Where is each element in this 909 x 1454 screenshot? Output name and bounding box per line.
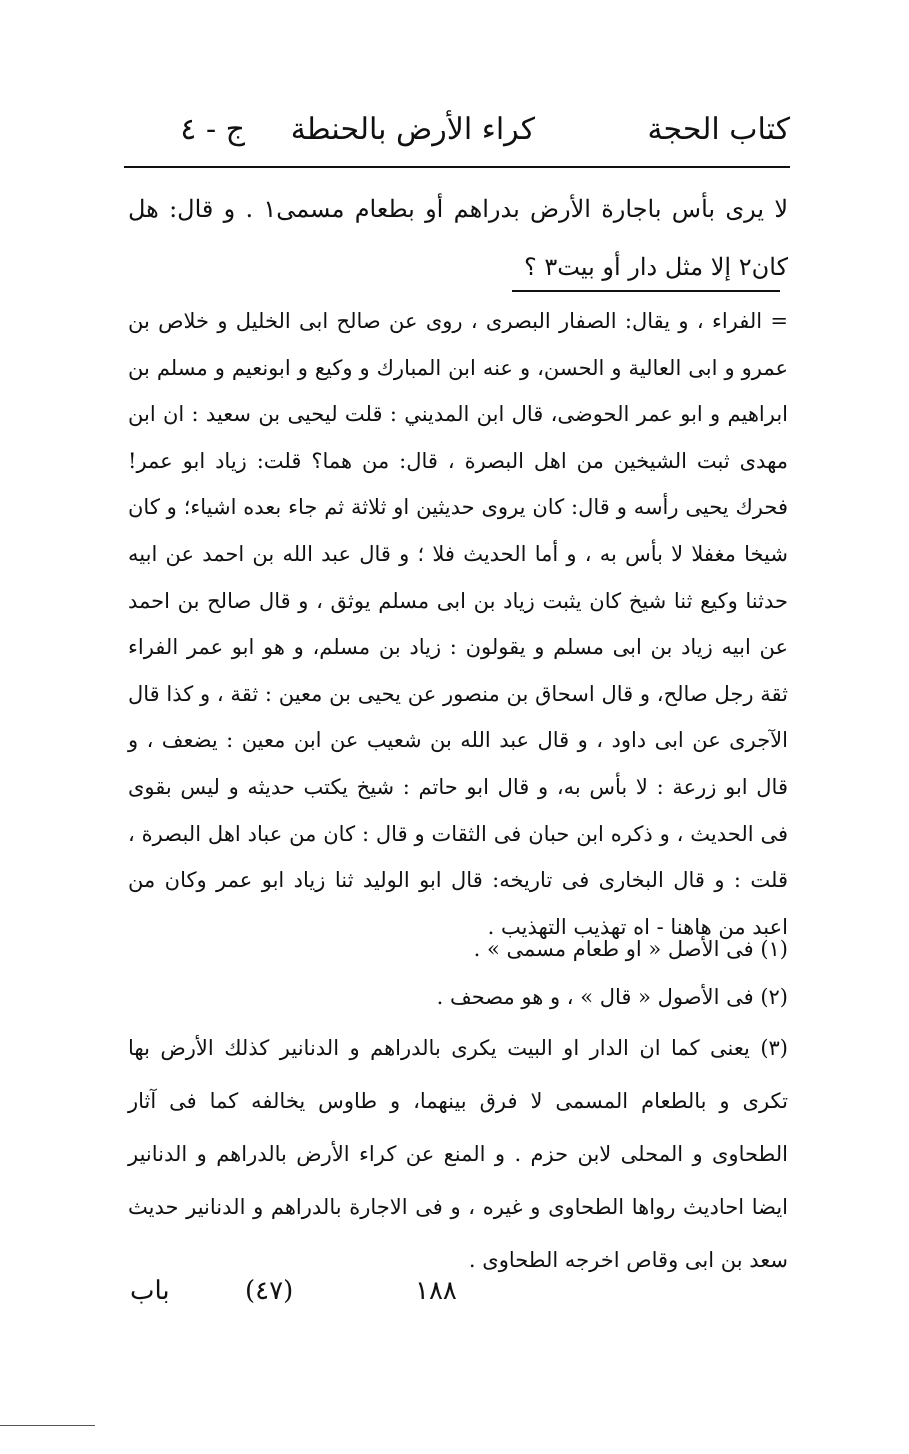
header-chapter-title: كراء الأرض بالحنطة <box>290 112 535 147</box>
running-header <box>130 112 790 162</box>
header-volume: ج - ٤ <box>180 112 245 147</box>
page-number: ١٨٨ <box>415 1276 457 1306</box>
header-book-title: كتاب الحجة <box>647 112 790 147</box>
page-footer <box>130 1276 790 1316</box>
scan-edge-line <box>0 1425 95 1426</box>
footnote-1: (١) فى الأصل « او طعام مسمى » . <box>473 937 788 961</box>
header-rule <box>124 166 790 168</box>
catchword: باب <box>130 1276 170 1306</box>
footnote-3: (٣) يعنى كما ان الدار او البيت يكرى بالدراهم و الدنانير كذلك الأرض بها تكرى و بالطعام المسمى لا فرق بينهما، و طاوس يخالفه كما فى آثار الطحاوى و المحلى لابن حزم . و المنع عن كراء الأرض بالدراهم و الدنانير ايضا احاديث رواها الطحاوى و غيره ، و فى الاجارة بالدراهم و الدنانير حديث سعد بن ابى وقاص اخرجه الطحاوى . <box>128 1036 788 1272</box>
commentary-text: = الفراء ، و يقال: الصفار البصرى ، روى عن صالح ابى الخليل و خلاص بن عمرو و ابى العالية و الحسن، و عنه ابن المبارك و وكيع و ابونعيم و مسلم بن ابراهيم و ابو عمر الحوضى، قال ابن المديني : قلت ليحيى بن سعيد : ان ابن مهدى ثبت الشيخين من اهل البصرة ، قال: من هما؟ قلت: زياد ابو عمر! فحرك يحيى رأسه و قال: كان يروى حديثين او ثلاثة ثم جاء بعده اشياء؛ و كان شيخا مغفلا لا بأس به ، و أما الحديث فلا ؛ و قال عبد الله بن احمد عن ابيه حدثنا وكيع ثنا شيخ كان يثبت زياد بن ابى مسلم يوثق ، و قال صالح بن احمد عن ابيه زياد بن ابى مسلم و يقولون : زياد بن مسلم، و هو ابو عمر الفراء ثقة رجل صالح، و قال اسحاق بن منصور عن يحيى بن معين : ثقة ، و كذا قال الآجرى عن ابى داود ، و قال عبد الله بن شعيب عن ابن معين : يضعف ، و قال ابو زرعة : لا بأس به، و قال ابو حاتم : شيخ يكتب حديثه و ليس بقوى فى الحديث ، و ذكره ابن حبان فى الثقات و قال : كان من عباد اهل البصرة ، قلت : و قال البخارى فى تاريخه: قال ابو الوليد ثنا زياد ابو عمر وكان من اعبد من هاهنا - اه تهذيب التهذيب . <box>128 309 788 939</box>
commentary-separator <box>512 290 780 292</box>
main-text: لا يرى بأس باجارة الأرض بدراهم أو بطعام مسمى١ . و قال: هل كان٢ إلا مثل دار أو بيت٣ ؟ <box>128 195 789 281</box>
footnotes-short <box>128 925 788 1021</box>
signature-mark: (٤٧) <box>245 1276 294 1306</box>
footnote-2: (٢) فى الأصول « قال » ، و هو مصحف . <box>436 985 788 1009</box>
